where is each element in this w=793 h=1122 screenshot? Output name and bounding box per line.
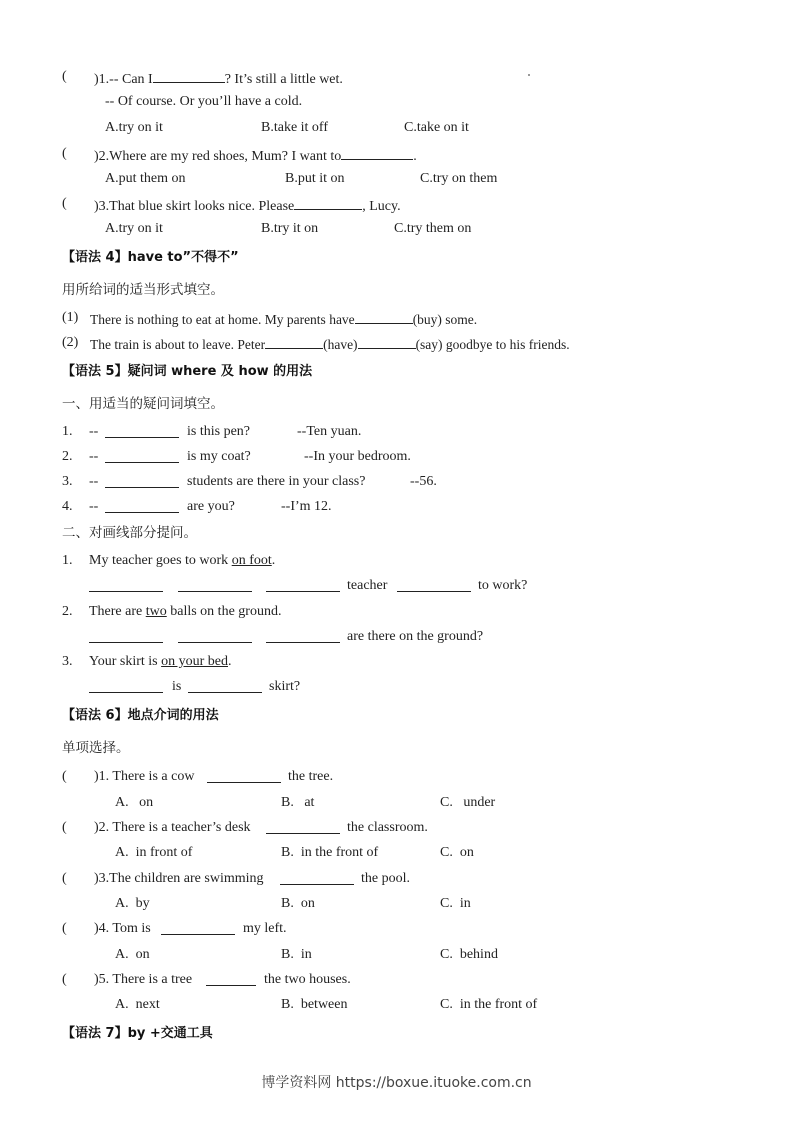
option-c: C.try on them (420, 171, 498, 186)
answer-blank[interactable] (266, 579, 340, 592)
sentence: There are two balls on the ground. (89, 604, 282, 619)
option-a: A. on (115, 947, 150, 962)
question-text: is my coat? (187, 449, 251, 464)
answer-paren: ( (62, 972, 67, 987)
instruction: 单项选择。 (62, 740, 130, 756)
option-b: B.try it on (261, 221, 319, 236)
word: teacher (347, 578, 388, 593)
answer-blank[interactable] (178, 630, 252, 643)
instruction: 用所给词的适当形式填空。 (62, 282, 224, 298)
reply-line: -- Of course. Or you’ll have a cold. (105, 94, 303, 109)
answer-blank[interactable] (294, 197, 362, 210)
question-text: the pool. (361, 871, 410, 886)
question-text: are you? (187, 499, 235, 514)
item-number: (2) (62, 335, 79, 350)
answer-blank[interactable] (105, 475, 179, 488)
answer-paren: ( (62, 769, 67, 784)
answer-blank[interactable] (178, 579, 252, 592)
option-b: B. between (281, 997, 348, 1012)
option-c: C. in the front of (440, 997, 538, 1012)
option-c: C. behind (440, 947, 498, 962)
option-c: C.take on it (404, 120, 469, 135)
section-heading-4: 【语法 4】have to”不得不” (62, 250, 239, 265)
question-text: )3.The children are swimming (94, 871, 264, 886)
question-2: )2.Where are my red shoes, Mum? I want to . (94, 149, 417, 164)
option-a: A. on (115, 795, 154, 810)
part-two-title: 二、对画线部分提问。 (62, 525, 197, 541)
section-heading-6: 【语法 6】地点介词的用法 (62, 708, 219, 723)
option-b: B. in (281, 947, 312, 962)
option-b: B.put it on (285, 171, 345, 186)
item-number: 3. (62, 474, 73, 489)
question-text: students are there in your class? (187, 474, 366, 489)
answer-blank[interactable] (105, 425, 179, 438)
word: skirt? (269, 679, 301, 694)
answer-blank[interactable] (89, 680, 163, 693)
word: are there on the ground? (347, 629, 484, 644)
answer-blank[interactable] (280, 872, 354, 885)
option-b: B. on (281, 896, 315, 911)
answer-paren: ( (62, 871, 67, 886)
sentence: My teacher goes to work on foot. (89, 553, 276, 568)
option-a: A. in front of (115, 845, 193, 860)
answer-blank[interactable] (355, 311, 413, 324)
answer-paren: ( (62, 69, 67, 84)
option-c: C. in (440, 896, 471, 911)
answer-paren: ( (62, 146, 67, 161)
answer-blank[interactable] (206, 973, 256, 986)
question-text: )2. There is a teacher’s desk (94, 820, 251, 835)
answer-blank[interactable] (89, 630, 163, 643)
question-text: my left. (243, 921, 287, 936)
item-number: 2. (62, 449, 73, 464)
section-heading-7: 【语法 7】by +交通工具 (62, 1026, 213, 1041)
fill-item-2: The train is about to leave. Peter (have) (say) goodbye to his friends. (90, 337, 570, 352)
option-b: B. at (281, 795, 315, 810)
option-b: B. in the front of (281, 845, 379, 860)
item-number: 1. (62, 553, 73, 568)
section-heading-5: 【语法 5】疑问词 where 及 how 的用法 (62, 364, 313, 379)
fill-item-1: There is nothing to eat at home. My parents have (buy) some. (90, 312, 478, 327)
question-text: the tree. (288, 769, 334, 784)
word: is (172, 679, 182, 694)
dash: -- (89, 424, 99, 439)
option-a: A.try on it (105, 221, 163, 236)
answer-text: --In your bedroom. (304, 449, 411, 464)
answer-blank[interactable] (341, 147, 413, 160)
answer-blank[interactable] (358, 336, 416, 349)
answer-blank[interactable] (397, 579, 471, 592)
answer-blank[interactable] (207, 770, 281, 783)
question-text: is this pen? (187, 424, 250, 439)
dash: -- (89, 449, 99, 464)
item-number: (1) (62, 310, 79, 325)
answer-blank[interactable] (89, 579, 163, 592)
item-number: 3. (62, 654, 73, 669)
answer-blank[interactable] (266, 821, 340, 834)
sentence: Your skirt is on your bed. (89, 654, 232, 669)
question-text: the classroom. (347, 820, 428, 835)
answer-paren: ( (62, 196, 67, 211)
answer-text: --Ten yuan. (297, 424, 362, 439)
question-text: )5. There is a tree (94, 972, 193, 987)
option-a: A. next (115, 997, 160, 1012)
option-c: C. under (440, 795, 496, 810)
dash: -- (89, 499, 99, 514)
option-a: A.put them on (105, 171, 186, 186)
footer-watermark: 博学资料网 https://boxue.ituoke.com.cn (261, 1075, 532, 1091)
answer-blank[interactable] (188, 680, 262, 693)
question-text: )1. There is a cow (94, 769, 195, 784)
answer-blank[interactable] (153, 70, 225, 83)
question-1: )1.-- Can I ? It’s still a little wet. (94, 72, 343, 87)
underlined-part: on foot (231, 553, 272, 568)
question-text: the two houses. (264, 972, 351, 987)
item-number: 1. (62, 424, 73, 439)
item-number: 4. (62, 499, 73, 514)
question-3: )3.That blue skirt looks nice. Please , Lucy. (94, 199, 401, 214)
option-b: B.take it off (261, 120, 329, 135)
question-text: )4. Tom is (94, 921, 151, 936)
answer-text: --I’m 12. (281, 499, 332, 514)
stray-dot (528, 74, 530, 76)
underlined-part: two (145, 604, 167, 619)
part-one-title: 一、用适当的疑问词填空。 (62, 396, 224, 412)
word: to work? (478, 578, 528, 593)
answer-paren: ( (62, 820, 67, 835)
answer-blank[interactable] (266, 630, 340, 643)
answer-blank[interactable] (105, 450, 179, 463)
answer-blank[interactable] (105, 500, 179, 513)
option-a: A. by (115, 896, 150, 911)
answer-text: --56. (410, 474, 437, 489)
option-a: A.try on it (105, 120, 163, 135)
option-c: C.try them on (394, 221, 472, 236)
answer-paren: ( (62, 921, 67, 936)
option-c: C. on (440, 845, 474, 860)
underlined-part: on your bed (161, 654, 228, 669)
answer-blank[interactable] (265, 336, 323, 349)
item-number: 2. (62, 604, 73, 619)
answer-blank[interactable] (161, 922, 235, 935)
dash: -- (89, 474, 99, 489)
